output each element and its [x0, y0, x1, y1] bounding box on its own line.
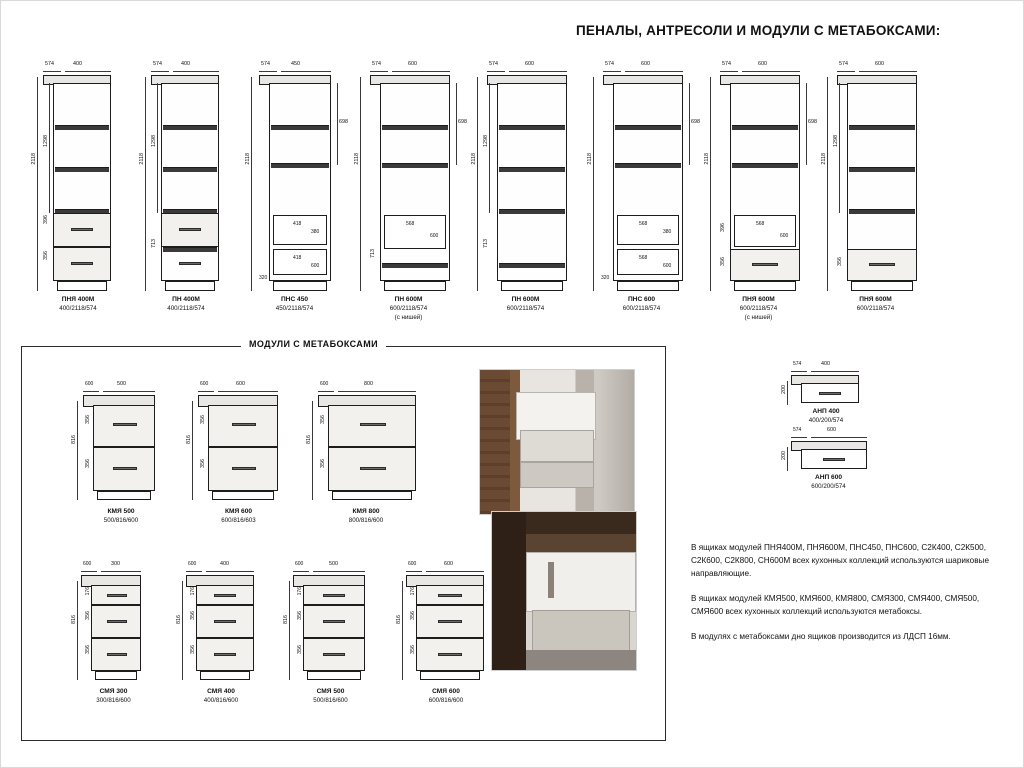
dim-total-height: 816 [176, 615, 182, 624]
dim-niche-1: 568 [639, 221, 648, 227]
dim-niche-2: 380 [663, 229, 672, 235]
tall-unit-3 [237, 63, 352, 313]
metabox-unit-kmya500 [61, 383, 181, 533]
dim-width: 400 [220, 561, 229, 567]
dim-section-1: 1298 [483, 135, 489, 147]
dim-plinth: 320 [259, 275, 268, 281]
unit-size: 300/816/600 [96, 697, 131, 704]
dim-total-height: 816 [71, 435, 77, 444]
unit-size: 600/200/574 [811, 483, 846, 490]
dim-section-2: 713 [151, 239, 157, 248]
dim-section-3: 356 [43, 251, 49, 260]
dim-drawer-2: 356 [410, 611, 416, 620]
dim-width: 300 [111, 561, 120, 567]
dim-depth: 574 [722, 61, 731, 67]
unit-name: СМЯ 300 [99, 688, 128, 695]
unit-size: 600/2118/574 [739, 305, 778, 312]
unit-name: ПНЯ 600М [859, 296, 892, 303]
dim-depth: 574 [261, 61, 270, 67]
unit-name: КМЯ 500 [107, 508, 135, 515]
notes-block [691, 541, 1009, 655]
dim-depth: 600 [320, 381, 329, 387]
dim-drawer-3: 356 [297, 645, 303, 654]
unit-name: КМЯ 800 [352, 508, 380, 515]
unit-name: ПН 600М [511, 296, 540, 303]
dim-width: 500 [117, 381, 126, 387]
dim-total-height: 2118 [354, 153, 360, 165]
dim-width: 600 [827, 427, 836, 433]
dim-plinth: 320 [601, 275, 610, 281]
dim-drawer-2: 356 [200, 459, 206, 468]
dim-drawer-3: 356 [190, 645, 196, 654]
dim-section-1: 698 [339, 119, 348, 125]
photo-drawer-open-top [479, 369, 635, 515]
dim-section-1: 1298 [151, 135, 157, 147]
dim-section-2: 713 [483, 239, 489, 248]
dim-depth: 600 [295, 561, 304, 567]
dim-width: 500 [329, 561, 338, 567]
unit-size: 400/200/574 [808, 417, 844, 424]
dim-depth: 574 [489, 61, 498, 67]
dim-width: 600 [236, 381, 245, 387]
dim-width: 600 [444, 561, 453, 567]
note-3: В модулях с метабоксами дно ящиков производится из ЛДСП 16мм. [691, 632, 951, 641]
unit-name: СМЯ 600 [432, 688, 460, 695]
dim-width: 600 [641, 61, 650, 67]
unit-name: ПН 600М [394, 296, 423, 303]
dim-width: 800 [364, 381, 373, 387]
dim-width: 600 [758, 61, 767, 67]
dim-total-height: 816 [396, 615, 402, 624]
page-title: ПЕНАЛЫ, АНТРЕСОЛИ И МОДУЛИ С МЕТАБОКСАМИ: [576, 23, 941, 38]
dim-drawer-1: 176 [297, 587, 303, 596]
dim-height: 200 [781, 385, 787, 394]
dim-drawer-1: 356 [85, 415, 91, 424]
dim-depth: 600 [188, 561, 197, 567]
dim-width: 400 [821, 361, 830, 367]
dim-drawer-1: 176 [85, 587, 91, 596]
dim-depth: 600 [408, 561, 417, 567]
dim-total-height: 816 [71, 615, 77, 624]
mezzanine-unit-anp600 [771, 429, 886, 489]
unit-size: 400/2118/574 [167, 305, 205, 312]
dim-drawer-3: 356 [85, 645, 91, 654]
dim-depth: 574 [839, 61, 848, 67]
dim-total-height: 2118 [245, 153, 251, 165]
tall-unit-6 [579, 63, 704, 313]
unit-size: 800/816/600 [348, 517, 384, 524]
dim-drawer-2: 356 [85, 611, 91, 620]
dim-niche-width: 568 [756, 221, 765, 227]
unit-name: АНП 600 [814, 474, 843, 481]
unit-size: 400/816/600 [203, 697, 239, 704]
photo-drawer-open-bottom [491, 511, 637, 671]
dim-depth: 574 [153, 61, 162, 67]
unit-name: ПН 400М [172, 296, 200, 303]
unit-name: АНП 400 [812, 408, 840, 415]
dim-drawer-3: 356 [410, 645, 416, 654]
unit-size: 600/2118/574 [856, 305, 895, 312]
metabox-unit-smya500 [273, 563, 388, 718]
dim-total-height: 2118 [31, 153, 37, 165]
dim-drawer-2: 356 [85, 459, 91, 468]
dim-drawer-1: 176 [410, 587, 416, 596]
dim-total-height: 2118 [139, 153, 145, 165]
dim-section-1: 698 [458, 119, 467, 125]
dim-width: 450 [291, 61, 300, 67]
mezzanine-unit-anp400 [771, 363, 881, 423]
dim-niche-1: 418 [293, 221, 302, 227]
dim-section-2: 396 [43, 215, 49, 224]
dim-niche-height: 600 [780, 233, 789, 239]
dim-height: 200 [781, 451, 787, 460]
metabox-section-label: МОДУЛИ С МЕТАБОКСАМИ [241, 339, 386, 349]
dim-drawer-1: 356 [320, 415, 326, 424]
dim-section-1: 1298 [833, 135, 839, 147]
dim-niche-4: 600 [663, 263, 672, 269]
metabox-unit-smya600 [386, 563, 506, 718]
unit-name: ПНЯ 400М [61, 296, 95, 303]
dim-total-height: 2118 [704, 153, 710, 165]
dim-niche-3: 568 [639, 255, 648, 261]
dim-section-2: 713 [370, 249, 376, 258]
tall-unit-5 [463, 63, 588, 313]
dim-depth: 574 [45, 61, 54, 67]
tall-unit-7 [696, 63, 821, 321]
dim-niche-4: 600 [311, 263, 320, 269]
dim-drawer-2: 356 [320, 459, 326, 468]
dim-section-1: 698 [808, 119, 817, 125]
unit-name: СМЯ 500 [316, 688, 345, 695]
dim-drawer-2: 356 [297, 611, 303, 620]
dim-section-1: 698 [691, 119, 700, 125]
unit-note: (с нишей) [394, 314, 423, 321]
unit-size: 500/816/600 [313, 697, 348, 704]
unit-size: 600/2118/574 [389, 305, 428, 312]
dim-total-height: 816 [306, 435, 312, 444]
unit-size: 600/2118/574 [622, 305, 661, 312]
dim-drawer-1: 356 [200, 415, 206, 424]
metabox-unit-kmya600 [176, 383, 301, 533]
dim-total-height: 816 [283, 615, 289, 624]
dim-total-height: 2118 [821, 153, 827, 165]
unit-name: ПНС 450 [280, 296, 309, 303]
dim-width: 400 [73, 61, 82, 67]
dim-section-1: 1298 [43, 135, 49, 147]
unit-size: 450/2118/574 [275, 305, 314, 312]
dim-width: 600 [875, 61, 884, 67]
dim-depth: 600 [85, 381, 94, 387]
unit-note: (с нишей) [744, 314, 773, 321]
dim-depth: 600 [83, 561, 92, 567]
unit-size: 600/2118/574 [506, 305, 545, 312]
dim-niche-3: 418 [293, 255, 302, 261]
dim-niche-2: 380 [311, 229, 320, 235]
dim-width: 600 [525, 61, 534, 67]
unit-name: СМЯ 400 [207, 688, 235, 695]
metabox-unit-smya400 [166, 563, 276, 718]
dim-section-2: 396 [720, 223, 726, 232]
dim-depth: 600 [200, 381, 209, 387]
dim-depth: 574 [793, 427, 802, 433]
dim-drawer-2: 356 [190, 611, 196, 620]
dim-width: 600 [408, 61, 417, 67]
dim-total-height: 816 [186, 435, 192, 444]
dim-depth: 574 [605, 61, 614, 67]
unit-name: ПНС 600 [627, 296, 656, 303]
dim-depth: 574 [793, 361, 802, 367]
dim-depth: 574 [372, 61, 381, 67]
note-1: В ящиках модулей ПНЯ400М, ПНЯ600М, ПНС450, ПНС600, С2К400, С2К500, С2К600, С2К800, СН600М всех кухонных коллекций используются шариковые направляющие. [691, 543, 989, 578]
unit-name: КМЯ 600 [224, 508, 253, 515]
dim-total-height: 2118 [471, 153, 477, 165]
note-2: В ящиках модулей КМЯ500, КМЯ600, КМЯ800, СМЯ300, СМЯ400, СМЯ500, СМЯ600 всех кухонных коллекций используются метабоксы. [691, 594, 980, 616]
tall-unit-2 [131, 63, 241, 313]
tall-unit-4 [346, 63, 471, 321]
dim-section-2: 356 [837, 257, 843, 266]
dim-niche-height: 600 [430, 233, 439, 239]
unit-size: 400/2118/574 [59, 305, 97, 312]
dim-section-3: 356 [720, 257, 726, 266]
unit-size: 500/816/600 [103, 517, 139, 524]
tall-unit-8 [813, 63, 938, 313]
dim-width: 400 [181, 61, 190, 67]
unit-name: ПНЯ 600М [742, 296, 775, 303]
metabox-unit-kmya800 [296, 383, 436, 533]
dim-drawer-1: 176 [190, 587, 196, 596]
metabox-unit-smya300 [61, 563, 166, 718]
tall-unit-1 [23, 63, 133, 313]
dim-niche-width: 568 [406, 221, 415, 227]
dim-total-height: 2118 [587, 153, 593, 165]
unit-size: 600/816/600 [428, 697, 464, 704]
unit-size: 600/816/603 [221, 517, 256, 524]
